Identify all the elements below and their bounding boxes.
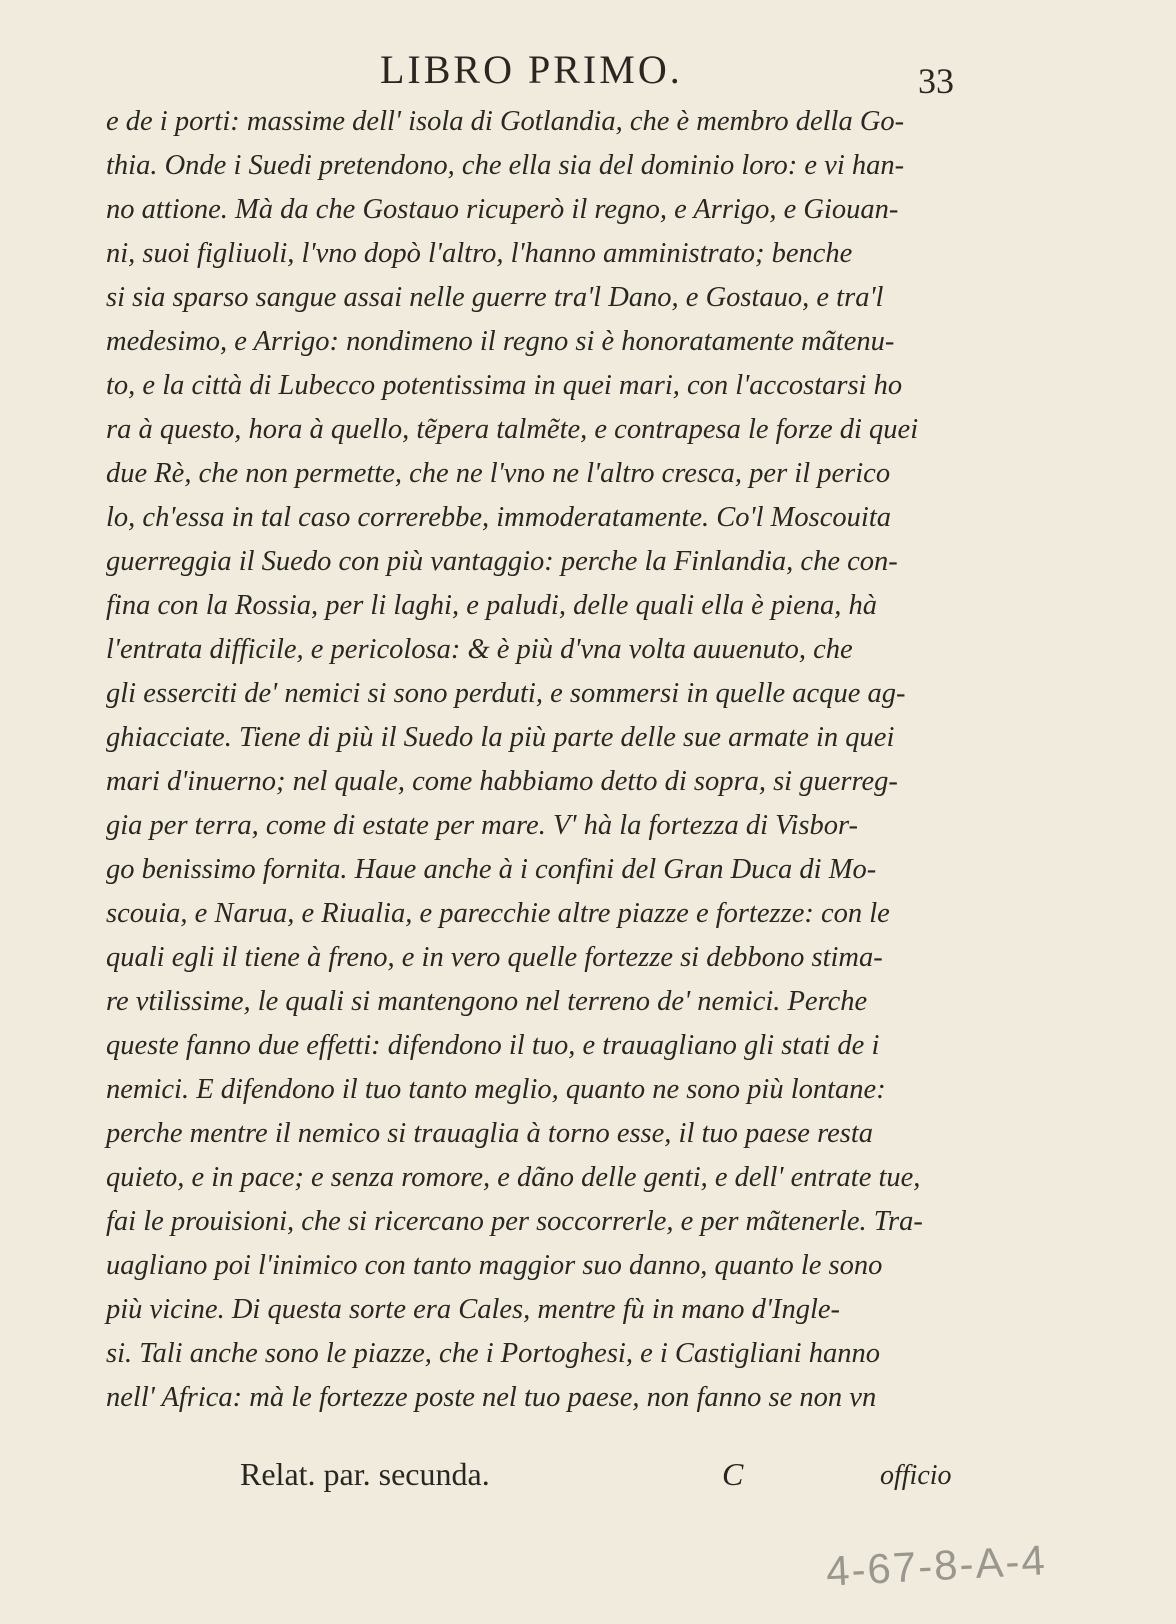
page-number: 33 <box>918 61 954 101</box>
text-line: l'entrata difficile, e pericolosa: & è più d'vna volta auuenuto, che <box>106 634 853 665</box>
text-line: si. Tali anche sono le piazze, che i Portoghesi, e i Castigliani hanno <box>106 1338 880 1369</box>
text-line: gia per terra, come di estate per mare. V' hà la fortezza di Visbor- <box>106 810 858 841</box>
text-line: medesimo, e Arrigo: nondimeno il regno si è honoratamente mãtenu- <box>106 326 895 357</box>
signature-mark: C <box>722 1456 744 1492</box>
text-line: scouia, e Narua, e Riualia, e parecchie altre piazze e fortezze: con le <box>106 898 890 929</box>
text-line: queste fanno due effetti: difendono il tuo, e trauagliano gli stati de i <box>106 1030 880 1061</box>
text-line: guerreggia il Suedo con più vantaggio: perche la Finlandia, che con- <box>106 546 898 577</box>
body-text <box>106 100 1046 1420</box>
catchword: officio <box>880 1460 952 1491</box>
text-line: ni, suoi figliuoli, l'vno dopò l'altro, l'hanno amministrato; benche <box>106 238 853 269</box>
text-line: ra à questo, hora à quello, tẽpera talmẽte, e contrapesa le forze di quei <box>106 414 919 445</box>
text-line: nell' Africa: mà le fortezze poste nel tuo paese, non fanno se non vn <box>106 1382 877 1413</box>
text-line: quieto, e in pace; e senza romore, e dãno delle genti, e dell' entrate tue, <box>106 1162 921 1193</box>
text-line: si sia sparso sangue assai nelle guerre tra'l Dano, e Gostauo, e tra'l <box>106 282 884 313</box>
text-line: più vicine. Di questa sorte era Cales, mentre fù in mano d'Ingle- <box>106 1294 841 1325</box>
text-line: nemici. E difendono il tuo tanto meglio, quanto ne sono più lontane: <box>106 1074 886 1105</box>
text-line: e de i porti: massime dell' isola di Gotlandia, che è membro della Go- <box>106 106 905 137</box>
pencil-shelfmark: 4-67-8-A-4 <box>824 1536 1048 1595</box>
text-line: to, e la città di Lubecco potentissima in quei mari, con l'accostarsi ho <box>106 370 903 401</box>
text-line: gli esserciti de' nemici si sono perduti, e sommersi in quelle acque ag- <box>106 678 906 709</box>
text-line: no attione. Mà da che Gostauo ricuperò il regno, e Arrigo, e Giouan- <box>106 194 899 225</box>
text-line: uagliano poi l'inimico con tanto maggior suo danno, quanto le sono <box>106 1250 883 1281</box>
text-line: fai le prouisioni, che si ricercano per soccorrerle, e per mãtenerle. Tra- <box>106 1206 923 1237</box>
signature-line: Relat. par. secunda. <box>240 1456 490 1492</box>
text-line: quali egli il tiene à freno, e in vero quelle fortezze si debbono stima- <box>106 942 883 973</box>
text-line: go benissimo fornita. Haue anche à i confini del Gran Duca di Mo- <box>106 854 877 885</box>
text-line: mari d'inuerno; nel quale, come habbiamo detto di sopra, si guerreg- <box>106 766 898 797</box>
text-line: ghiacciate. Tiene di più il Suedo la più parte delle sue armate in quei <box>106 722 895 753</box>
text-line: thia. Onde i Suedi pretendono, che ella sia del dominio loro: e vi han- <box>106 150 905 181</box>
text-line: fina con la Rossia, per li laghi, e paludi, delle quali ella è piena, hà <box>106 590 877 621</box>
text-line: due Rè, che non permette, che ne l'vno ne l'altro cresca, per il perico <box>106 458 891 489</box>
text-line: perche mentre il nemico si trauaglia à torno esse, il tuo paese resta <box>106 1118 874 1149</box>
text-line: lo, ch'essa in tal caso correrebbe, immoderatamente. Co'l Moscouita <box>106 502 892 533</box>
running-head: LIBRO PRIMO. <box>380 47 683 92</box>
text-line: re vtilissime, le quali si mantengono nel terreno de' nemici. Perche <box>106 986 868 1017</box>
